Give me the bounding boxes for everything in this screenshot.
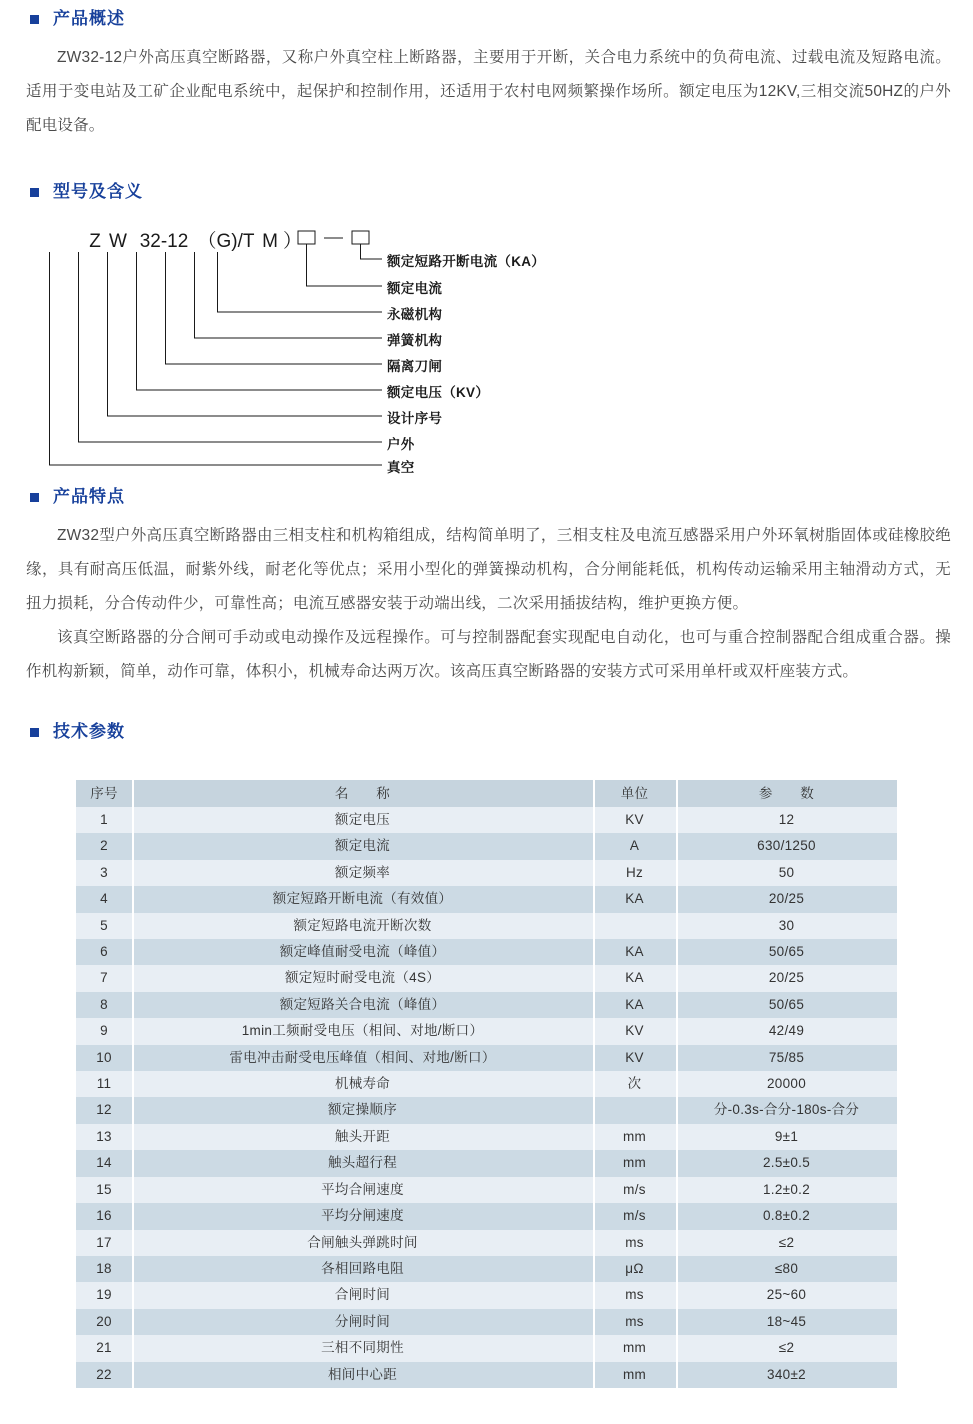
- model-label-rated-voltage: 额定电压（KV）: [387, 385, 490, 400]
- cell-param: 2.5±0.5: [676, 1150, 897, 1176]
- table-row: [76, 1177, 897, 1203]
- overview-paragraph-1: ZW32-12户外高压真空断路器，又称户外真空柱上断路器，主要用于开断，关合电力系统中的负荷电流、过载电流及短路电流。适用于变电站及工矿企业配电系统中，起保护和控制作用，还适用于农村电网频繁操作场所。额定电压为12KV,三相交流50HZ的户外配电设备。: [26, 49, 951, 134]
- cell-name: 触头超行程: [132, 1150, 593, 1176]
- cell-name: 触头开距: [132, 1124, 593, 1150]
- cell-name: 额定电流: [132, 833, 593, 859]
- table-row: [76, 833, 897, 859]
- cell-name: 平均分闸速度: [132, 1203, 593, 1229]
- cell-name: 额定操顺序: [132, 1097, 593, 1123]
- cell-param: 0.8±0.2: [676, 1203, 897, 1229]
- model-designation-diagram: [30, 226, 943, 475]
- col-header-param: 参 数: [676, 780, 897, 807]
- table-row: [76, 1045, 897, 1071]
- spacer: [0, 143, 973, 183]
- col-header-name: 名 称: [132, 780, 593, 807]
- cell-unit: KA: [593, 992, 676, 1018]
- cell-param: 75/85: [676, 1045, 897, 1071]
- table-row: [76, 1150, 897, 1176]
- section-header-overview: [0, 10, 973, 27]
- section-header-features: [0, 488, 973, 505]
- table-row: [76, 939, 897, 965]
- cell-no: 19: [76, 1282, 132, 1308]
- model-label-vacuum: 真空: [387, 460, 415, 475]
- cell-name: 相间中心距: [132, 1362, 593, 1388]
- spacer: [0, 200, 973, 226]
- cell-no: 20: [76, 1309, 132, 1335]
- cell-no: 10: [76, 1045, 132, 1071]
- cell-name: 额定短路关合电流（峰值）: [132, 992, 593, 1018]
- table-head: [76, 780, 897, 807]
- cell-no: 16: [76, 1203, 132, 1229]
- cell-name: 额定电压: [132, 807, 593, 833]
- cell-no: 15: [76, 1177, 132, 1203]
- table-row: [76, 992, 897, 1018]
- cell-name: 额定峰值耐受电流（峰值）: [132, 939, 593, 965]
- cell-param: 50/65: [676, 939, 897, 965]
- cell-no: 2: [76, 833, 132, 859]
- cell-unit: m/s: [593, 1203, 676, 1229]
- cell-no: 5: [76, 913, 132, 939]
- cell-no: 21: [76, 1335, 132, 1361]
- cell-unit: KA: [593, 939, 676, 965]
- model-code-seg-m: M: [262, 231, 278, 252]
- cell-name: 平均合闸速度: [132, 1177, 593, 1203]
- cell-param: 340±2: [676, 1362, 897, 1388]
- features-paragraph-2: 该真空断路器的分合闸可手动或电动操作及远程操作。可与控制器配套实现配电自动化，也可与重合控制器配合组成重合器。操作机构新颖，简单，动作可靠，体积小，机械寿命达两万次。该高压真空断路器的安装方式可采用单杆或双杆座装方式。: [26, 629, 951, 680]
- features-body: [0, 519, 973, 689]
- cell-param: 42/49: [676, 1018, 897, 1044]
- cell-no: 3: [76, 860, 132, 886]
- table-row: [76, 1362, 897, 1388]
- model-label-outdoor: 户外: [387, 437, 415, 452]
- table-row: [76, 1335, 897, 1361]
- cell-no: 12: [76, 1097, 132, 1123]
- model-label-spring-mechanism: 弹簧机构: [387, 333, 443, 348]
- cell-name: 三相不同期性: [132, 1335, 593, 1361]
- section-header-model: [0, 183, 973, 200]
- cell-unit: KA: [593, 886, 676, 912]
- cell-name: 分闸时间: [132, 1309, 593, 1335]
- table-row: [76, 807, 897, 833]
- cell-unit: ms: [593, 1230, 676, 1256]
- cell-param: 12: [676, 807, 897, 833]
- model-code-seg-z: Z: [89, 231, 101, 252]
- cell-unit: ms: [593, 1309, 676, 1335]
- cell-unit: [593, 913, 676, 939]
- spacer: [0, 27, 973, 41]
- cell-unit: mm: [593, 1362, 676, 1388]
- table-row: [76, 1256, 897, 1282]
- table-row: [76, 1018, 897, 1044]
- cell-no: 8: [76, 992, 132, 1018]
- cell-unit: m/s: [593, 1177, 676, 1203]
- model-code-seg-gt: （G)/T: [197, 231, 255, 252]
- cell-param: 20000: [676, 1071, 897, 1097]
- model-label-rated-current: 额定电流: [387, 281, 443, 296]
- table-row: [76, 913, 897, 939]
- cell-param: 50/65: [676, 992, 897, 1018]
- table-row: [76, 860, 897, 886]
- table-row: [76, 1309, 897, 1335]
- square-bullet-icon: [30, 728, 39, 737]
- spacer: [0, 740, 973, 780]
- cell-no: 14: [76, 1150, 132, 1176]
- section-title-overview: 产品概述: [53, 9, 125, 28]
- cell-unit: μΩ: [593, 1256, 676, 1282]
- cell-unit: [593, 1097, 676, 1123]
- cell-name: 机械寿命: [132, 1071, 593, 1097]
- cell-no: 22: [76, 1362, 132, 1388]
- cell-unit: mm: [593, 1150, 676, 1176]
- table-body: [76, 807, 897, 1388]
- square-bullet-icon: [30, 15, 39, 24]
- table-header-row: [76, 780, 897, 807]
- cell-unit: A: [593, 833, 676, 859]
- cell-unit: KV: [593, 1018, 676, 1044]
- col-header-unit: 单位: [593, 780, 676, 807]
- cell-no: 1: [76, 807, 132, 833]
- section-title-specs: 技术参数: [53, 722, 125, 741]
- table-row: [76, 1097, 897, 1123]
- model-code-seg-3212: 32-12: [139, 231, 189, 252]
- section-header-specs: [0, 723, 973, 740]
- cell-param: ≤2: [676, 1230, 897, 1256]
- cell-no: 13: [76, 1124, 132, 1150]
- cell-param: 25~60: [676, 1282, 897, 1308]
- table-row: [76, 1282, 897, 1308]
- cell-no: 6: [76, 939, 132, 965]
- cell-unit: 次: [593, 1071, 676, 1097]
- cell-name: 雷电冲击耐受电压峰值（相间、对地/断口）: [132, 1045, 593, 1071]
- table-row: [76, 1124, 897, 1150]
- cell-name: 额定短路电流开断次数: [132, 913, 593, 939]
- model-label-design-serial: 设计序号: [387, 411, 443, 426]
- cell-unit: mm: [593, 1335, 676, 1361]
- model-code-seg-paren: ）: [283, 231, 303, 252]
- cell-param: ≤2: [676, 1335, 897, 1361]
- model-label-isolating-switch: 隔离刀闸: [387, 359, 443, 374]
- spec-table-container: [0, 780, 973, 1388]
- cell-unit: KA: [593, 965, 676, 991]
- section-title-features: 产品特点: [53, 487, 125, 506]
- spacer: [0, 505, 973, 519]
- cell-name: 1min工频耐受电压（相间、对地/断口）: [132, 1018, 593, 1044]
- cell-param: 18~45: [676, 1309, 897, 1335]
- cell-param: 20/25: [676, 965, 897, 991]
- cell-unit: KV: [593, 1045, 676, 1071]
- cell-name: 额定频率: [132, 860, 593, 886]
- table-row: [76, 1203, 897, 1229]
- cell-no: 11: [76, 1071, 132, 1097]
- cell-name: 额定短路开断电流（有效值）: [132, 886, 593, 912]
- cell-no: 4: [76, 886, 132, 912]
- table-row: [76, 1071, 897, 1097]
- table-row: [76, 1230, 897, 1256]
- cell-param: 20/25: [676, 886, 897, 912]
- cell-no: 17: [76, 1230, 132, 1256]
- spacer: [0, 466, 973, 488]
- cell-no: 7: [76, 965, 132, 991]
- spacer: [0, 689, 973, 723]
- cell-name: 合闸触头弹跳时间: [132, 1230, 593, 1256]
- cell-param: 分-0.3s-合分-180s-合分: [676, 1097, 897, 1123]
- technical-parameters-table: [76, 780, 897, 1388]
- cell-param: 30: [676, 913, 897, 939]
- top-spacer: [0, 0, 973, 10]
- cell-no: 18: [76, 1256, 132, 1282]
- cell-param: ≤80: [676, 1256, 897, 1282]
- cell-unit: Hz: [593, 860, 676, 886]
- cell-name: 各相回路电阻: [132, 1256, 593, 1282]
- cell-unit: mm: [593, 1124, 676, 1150]
- model-label-breaking-current: 额定短路开断电流（KA）: [387, 254, 546, 269]
- cell-param: 50: [676, 860, 897, 886]
- model-label-permanent-magnet-mechanism: 永磁机构: [387, 307, 443, 322]
- section-title-model: 型号及含义: [53, 182, 143, 201]
- cell-param: 1.2±0.2: [676, 1177, 897, 1203]
- square-bullet-icon: [30, 188, 39, 197]
- cell-param: 9±1: [676, 1124, 897, 1150]
- cell-name: 合闸时间: [132, 1282, 593, 1308]
- cell-unit: KV: [593, 807, 676, 833]
- cell-unit: ms: [593, 1282, 676, 1308]
- cell-no: 9: [76, 1018, 132, 1044]
- cell-param: 630/1250: [676, 833, 897, 859]
- col-header-no: 序号: [76, 780, 132, 807]
- features-paragraph-1: ZW32型户外高压真空断路器由三相支柱和机构箱组成，结构简单明了，三相支柱及电流互感器采用户外环氧树脂固体或硅橡胶绝缘，具有耐高压低温，耐紫外线，耐老化等优点；采用小型化的弹簧操动机构，合分闸能耗低，机构传动运输采用主轴滑动方式，无扭力损耗，分合传动件少，可靠性高；电流互感器安装于动端出线，二次采用插拔结构，维护更换方便。: [26, 527, 951, 612]
- model-code-seg-w: W: [109, 231, 127, 252]
- table-row: [76, 886, 897, 912]
- square-bullet-icon: [30, 493, 39, 502]
- cell-name: 额定短时耐受电流（4S）: [132, 965, 593, 991]
- table-row: [76, 965, 897, 991]
- overview-body: [0, 41, 973, 143]
